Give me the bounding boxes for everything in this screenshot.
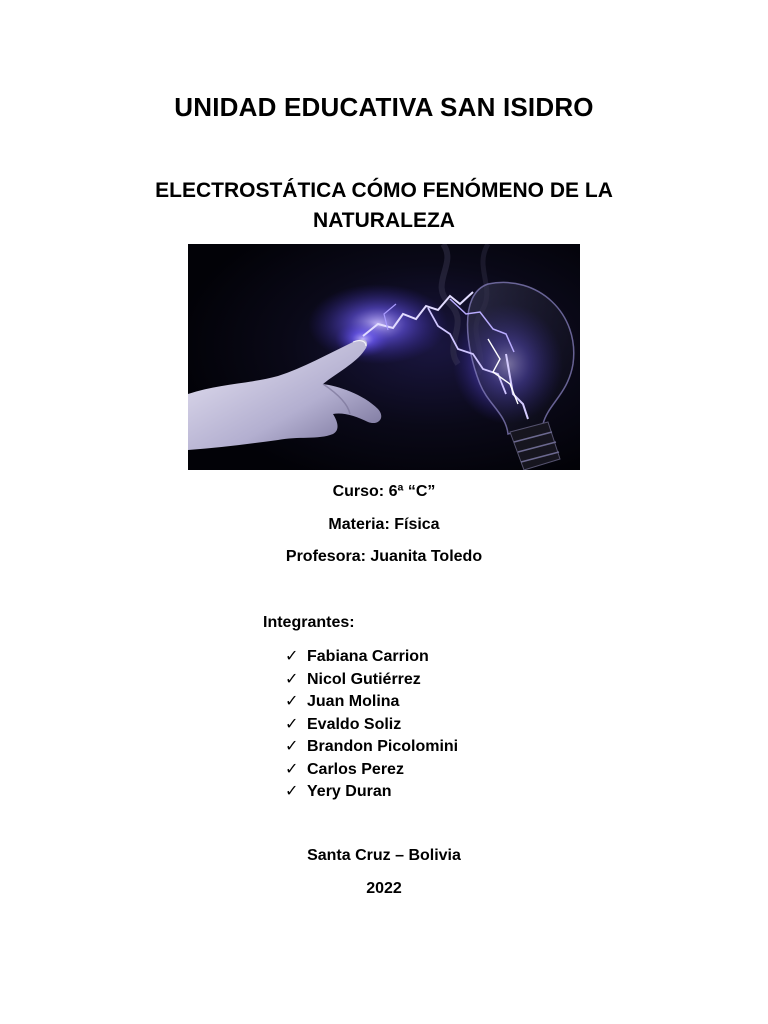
check-icon: ✓ bbox=[285, 668, 299, 688]
member-name: Juan Molina bbox=[307, 693, 400, 710]
topic-title: ELECTROSTÁTICA CÓMO FENÓMENO DE LA NATURALEZA bbox=[155, 179, 613, 232]
member-name: Evaldo Soliz bbox=[307, 715, 402, 733]
member-name: Nicol Gutiérrez bbox=[307, 670, 421, 688]
members-list bbox=[285, 645, 458, 803]
list-item bbox=[285, 668, 458, 691]
course-line: Curso: 6ª “C” bbox=[332, 483, 436, 500]
list-item bbox=[285, 735, 458, 758]
list-item bbox=[285, 645, 458, 668]
location-line: Santa Cruz – Bolivia bbox=[307, 847, 461, 864]
member-name: Carlos Perez bbox=[307, 760, 404, 778]
school-title: UNIDAD EDUCATIVA SAN ISIDRO bbox=[174, 92, 594, 122]
member-name: Fabiana Carrion bbox=[307, 648, 429, 665]
members-heading: Integrantes: bbox=[263, 614, 355, 631]
member-name: Brandon Picolomini bbox=[307, 738, 459, 755]
list-item bbox=[285, 690, 458, 713]
subject-line: Materia: Física bbox=[328, 516, 440, 533]
list-item bbox=[285, 713, 458, 736]
check-icon: ✓ bbox=[285, 736, 299, 755]
year-line: 2022 bbox=[366, 880, 402, 897]
teacher-line: Profesora: Juanita Toledo bbox=[285, 548, 483, 565]
member-name: Yery Duran bbox=[307, 783, 392, 800]
list-item bbox=[285, 758, 458, 781]
check-icon: ✓ bbox=[285, 691, 299, 710]
check-icon: ✓ bbox=[285, 646, 299, 665]
list-item bbox=[285, 780, 458, 803]
cover-image bbox=[188, 244, 580, 470]
check-icon: ✓ bbox=[285, 781, 299, 800]
check-icon: ✓ bbox=[285, 758, 299, 778]
check-icon: ✓ bbox=[285, 713, 299, 733]
